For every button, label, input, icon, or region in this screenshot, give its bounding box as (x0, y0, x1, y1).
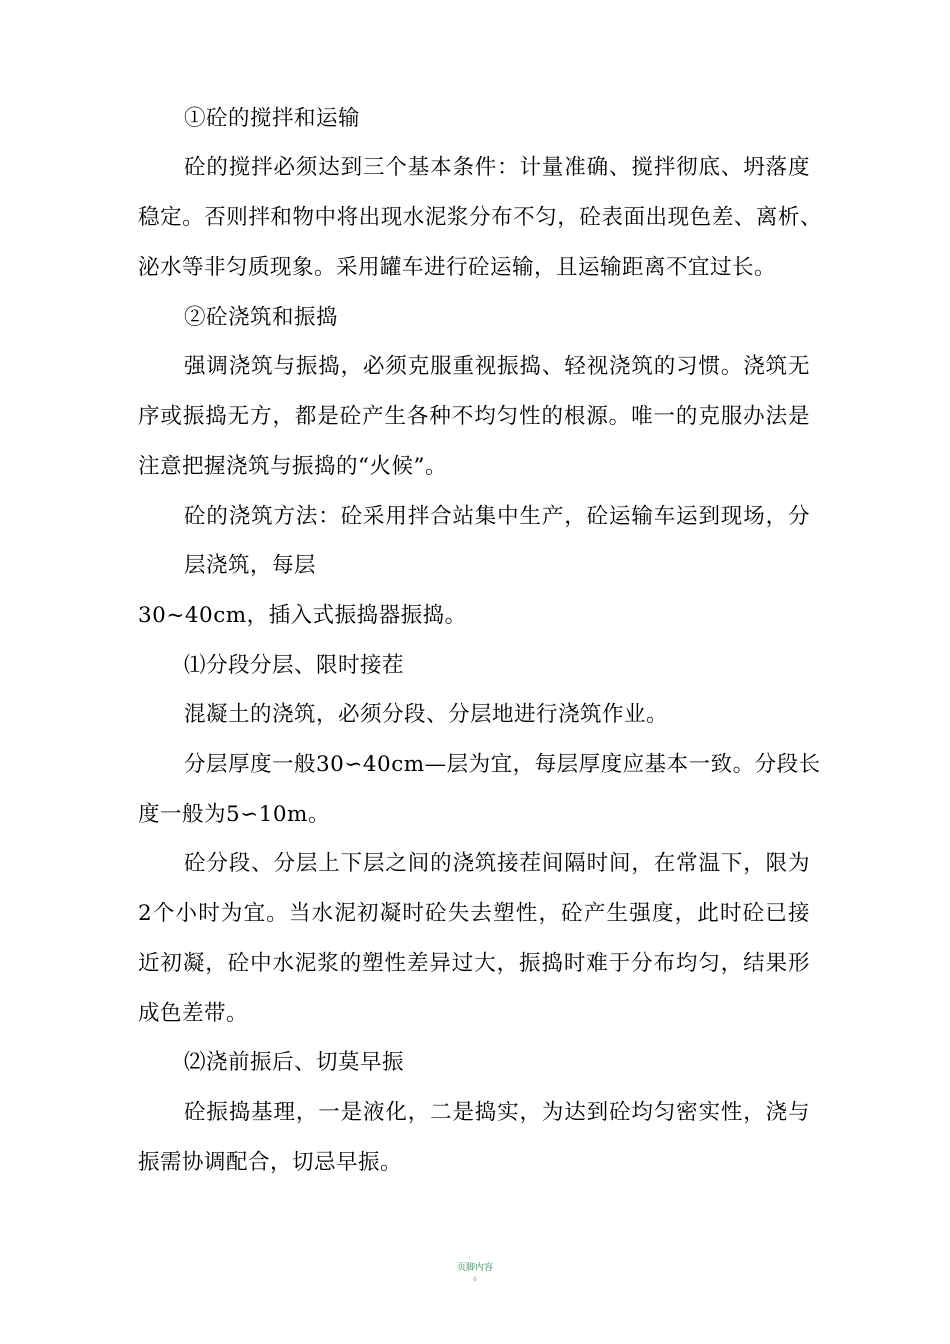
paragraph-line: 砼的浇筑方法：砼采用拌合站集中生产，砼运输车运到现场，分 (184, 504, 810, 529)
paragraph-line: 泌水等非匀质现象。采用罐车进行砼运输，且运输距离不宜过长。 (138, 255, 777, 280)
paragraph-line: 序或振捣无方，都是砼产生各种不均匀性的根源。唯一的克服办法是 (138, 404, 810, 429)
heading-pour-then-vibrate: ⑵浇前振后、切莫早振 (184, 1050, 405, 1075)
paragraph-line: 砼分段、分层上下层之间的浇筑接茬间隔时间，在常温下，限为 (184, 851, 810, 876)
paragraph-line: 振需协调配合，切忌早振。 (138, 1150, 403, 1175)
paragraph-line: 砼振捣基理，一是液化，二是捣实，为达到砼均匀密实性，浇与 (184, 1100, 810, 1125)
paragraph-line: 分层厚度一般30∽40cm—层为宜，每层厚度应基本一致。分段长 (184, 752, 821, 777)
paragraph-line: 2个小时为宜。当水泥初凝时砼失去塑性，砼产生强度，此时砼已接 (138, 901, 810, 926)
paragraph-line: 稳定。否则拌和物中将出现水泥浆分布不匀，砼表面出现色差、离析、 (138, 205, 822, 230)
paragraph-line: 近初凝，砼中水泥浆的塑性差异过大，振捣时难于分布均匀，结果形 (138, 951, 810, 976)
paragraph-line: 层浇筑，每层 (184, 553, 317, 578)
page-footer: 页脚内容 (456, 1263, 493, 1273)
heading-mixing-transport: ①砼的搅拌和运输 (184, 106, 361, 131)
heading-pouring-vibrating: ②砼浇筑和振捣 (184, 305, 339, 330)
paragraph-line: 强调浇筑与振捣，必须克服重视振捣、轻视浇筑的习惯。浇筑无 (184, 354, 810, 379)
footer-mark: 6 (473, 1276, 477, 1283)
paragraph-line: 30~40cm，插入式振捣器振捣。 (138, 603, 467, 628)
paragraph-line: 砼的搅拌必须达到三个基本条件：计量准确、搅拌彻底、坍落度 (184, 155, 810, 180)
heading-segment-layer: ⑴分段分层、限时接茬 (184, 653, 405, 678)
paragraph-line: 成色差带。 (138, 1001, 249, 1026)
paragraph-line: 混凝土的浇筑，必须分段、分层地进行浇筑作业。 (184, 702, 669, 727)
paragraph-line: 度一般为5∽10m。 (138, 802, 330, 827)
paragraph-line: 注意把握浇筑与振捣的“火候”。 (138, 454, 447, 479)
